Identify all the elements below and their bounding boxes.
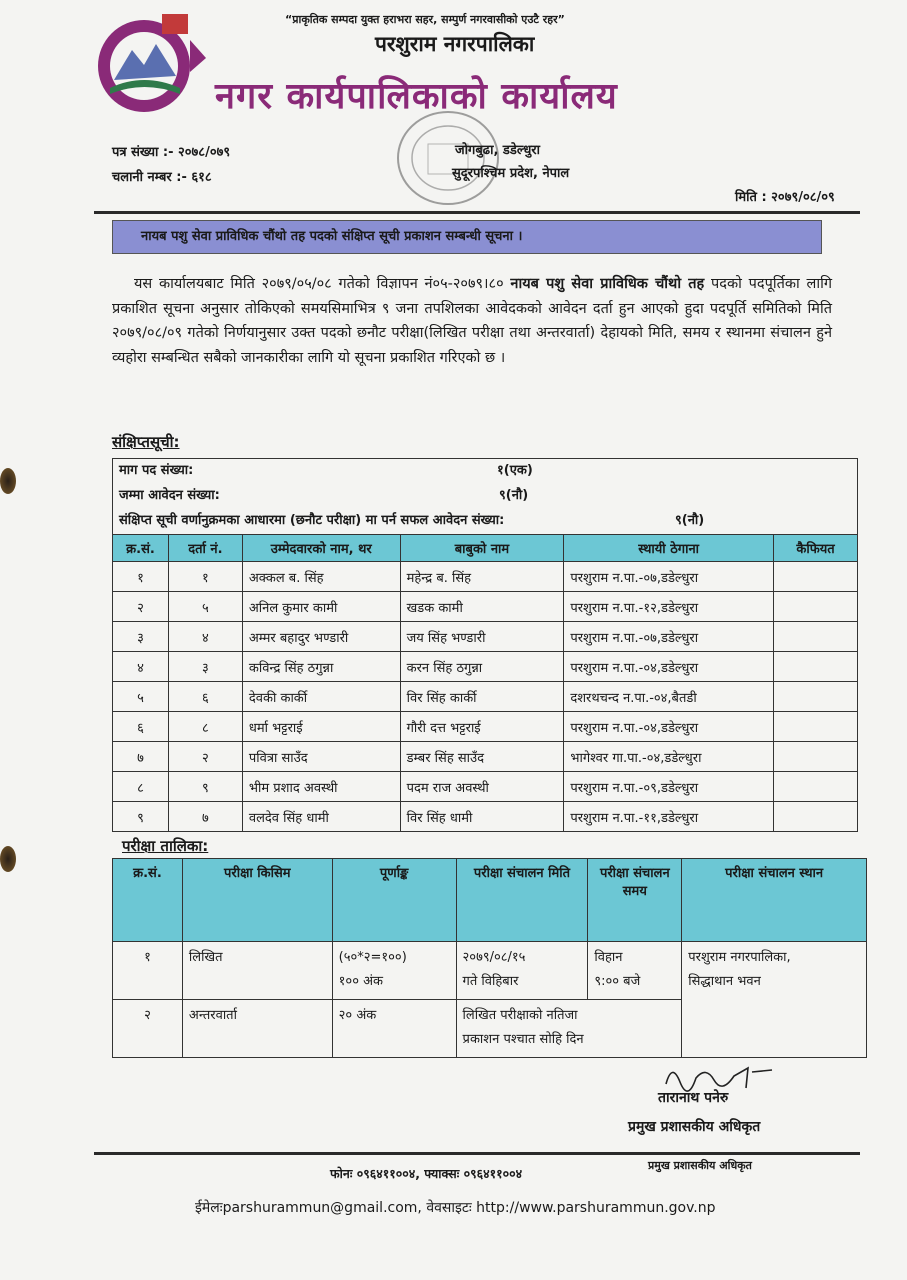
punch-hole <box>0 846 16 872</box>
exam-sn: १ <box>113 942 183 1000</box>
cell-address: भागेश्वर गा.पा.-०४,डडेल्धुरा <box>564 742 774 772</box>
cell-sn: ३ <box>113 622 169 652</box>
col-address: स्थायी ठेगाना <box>564 535 774 562</box>
letter-number: पत्र संख्या :- २०७८/०७९ <box>112 145 231 160</box>
exam-date <box>456 1000 682 1058</box>
municipality-logo <box>92 10 210 118</box>
exam-type: लिखित <box>182 942 332 1000</box>
cell-reg-no: २ <box>168 742 242 772</box>
cell-address: दशरथचन्द न.पा.-०४,बैतडी <box>564 682 774 712</box>
table-row <box>113 652 858 682</box>
cell-remarks <box>774 742 858 772</box>
cell-reg-no: ५ <box>168 592 242 622</box>
col-remarks: कैफियत <box>774 535 858 562</box>
exam-col-type: परीक्षा किसिम <box>182 859 332 942</box>
cell-candidate-name: भीम प्रशाद अवस्थी <box>242 772 400 802</box>
cell-remarks <box>774 682 858 712</box>
cell-candidate-name: कविन्द्र सिंह ठगुन्ना <box>242 652 400 682</box>
exam-col-date: परीक्षा संचालन मिति <box>456 859 588 942</box>
cell-candidate-name: वलदेव सिंह धामी <box>242 802 400 832</box>
notice-body <box>112 272 832 370</box>
exam-sn: २ <box>113 1000 183 1058</box>
cell-reg-no: ४ <box>168 622 242 652</box>
cell-remarks <box>774 622 858 652</box>
applicants-value: ९(नौ) <box>499 488 529 503</box>
cell-sn: ७ <box>113 742 169 772</box>
cell-father-name: विर सिंह कार्की <box>400 682 564 712</box>
cell-address: परशुराम न.पा.-०९,डडेल्धुरा <box>564 772 774 802</box>
table-row <box>113 772 858 802</box>
cell-father-name: करन सिंह ठगुन्ना <box>400 652 564 682</box>
subject-banner: नायब पशु सेवा प्राविधिक चौंथो तह पदको संक्षिप्त सूची प्रकाशन सम्बन्धी सूचना । <box>112 220 822 254</box>
exam-venue <box>682 942 867 1058</box>
cell-candidate-name: अनिल कुमार कामी <box>242 592 400 622</box>
cell-candidate-name: धर्मा भट्टराई <box>242 712 400 742</box>
summary-posts-row <box>119 459 851 483</box>
dispatch-number: चलानी नम्बर :- ६१८ <box>112 170 212 185</box>
summary-passed-row <box>119 509 851 533</box>
cell-father-name: खडक कामी <box>400 592 564 622</box>
shortlist-title: संक्षिप्तसूची: <box>112 433 180 451</box>
municipality-name: परशुराम नगरपालिका <box>375 32 535 56</box>
exam-col-time: परीक्षा संचालन समय <box>588 859 682 942</box>
exam-schedule-table <box>112 858 867 1058</box>
cell-candidate-name: पवित्रा साउँद <box>242 742 400 772</box>
col-father-name: बाबुको नाम <box>400 535 564 562</box>
posts-value: १(एक) <box>497 463 533 478</box>
cell-address: परशुराम न.पा.-११,डडेल्धुरा <box>564 802 774 832</box>
header-divider <box>94 211 860 214</box>
date-line-1: २०७९/०८/१५ <box>462 950 526 965</box>
cell-reg-no: ३ <box>168 652 242 682</box>
cell-address: परशुराम न.पा.-०७,डडेल्धुरा <box>564 622 774 652</box>
cell-remarks <box>774 592 858 622</box>
cell-father-name: गौरी दत्त भट्टराई <box>400 712 564 742</box>
cell-reg-no: ६ <box>168 682 242 712</box>
table-row <box>113 562 858 592</box>
table-row <box>113 622 858 652</box>
exam-type: अन्तरवार्ता <box>182 1000 332 1058</box>
exam-header-row <box>113 859 867 942</box>
cell-address: परशुराम न.पा.-०७,डडेल्धुरा <box>564 562 774 592</box>
cell-sn: ५ <box>113 682 169 712</box>
letter-date: मिति : २०७९/०८/०९ <box>735 190 835 205</box>
cell-sn: २ <box>113 592 169 622</box>
table-row <box>113 682 858 712</box>
venue-line-2: सिद्धाथान भवन <box>688 974 761 989</box>
cell-remarks <box>774 802 858 832</box>
exam-time <box>588 942 682 1000</box>
cell-reg-no: ९ <box>168 772 242 802</box>
marks-line-1: (५०*२=१००) <box>338 950 407 965</box>
shortlist-header-row <box>113 535 858 562</box>
date-line-1: लिखित परीक्षाको नतिजा <box>462 1008 578 1023</box>
body-post-name: नायब पशु सेवा प्राविधिक चौंथो तह <box>510 276 705 292</box>
exam-col-venue: परीक्षा संचालन स्थान <box>682 859 867 942</box>
shortlist-table <box>112 534 858 832</box>
cell-remarks <box>774 712 858 742</box>
cell-address: परशुराम न.पा.-०४,डडेल्धुरा <box>564 712 774 742</box>
table-row <box>113 712 858 742</box>
col-reg-no: दर्ता नं. <box>168 535 242 562</box>
cell-reg-no: ८ <box>168 712 242 742</box>
shortlist-summary <box>112 458 858 536</box>
office-seal-stamp <box>388 104 538 212</box>
col-sn: क्र.सं. <box>113 535 169 562</box>
table-row <box>113 592 858 622</box>
passed-label: संक्षिप्त सूची वर्णानुक्रमका आधारमा (छनौट परीक्षा) मा पर्न सफल आवेदन संख्या: <box>119 513 505 528</box>
exam-col-sn: क्र.सं. <box>113 859 183 942</box>
cell-sn: १ <box>113 562 169 592</box>
exam-date <box>456 942 588 1000</box>
exam-row <box>113 942 867 1000</box>
body-part-2: पदको पदपूर्तिका लागि प्रकाशित सूचना अनुसार तोकिएको समयसिमाभित्र ९ जना तपशिलका आवेदकको आवेदन दर्ता हुन आएको हुदा पदपूर्ति समितिको मिति २०७९/०८/०९ गतेको निर्णयानुसार उक्त पदको छनौट परीक्षा(लिखित परीक्षा तथा अन्तरवार्ता) देहायको मिति, समय र स्थानमा संचालन हुने व्यहोरा सम्बन्धित सबैको जानकारीका लागि यो सूचना प्रकाशित गरिएको छ । <box>112 276 833 366</box>
cell-sn: ८ <box>113 772 169 802</box>
posts-label: माग पद संख्या: <box>119 463 194 478</box>
cell-father-name: डम्बर सिंह साउँद <box>400 742 564 772</box>
cell-address: परशुराम न.पा.-०४,डडेल्धुरा <box>564 652 774 682</box>
cell-sn: ६ <box>113 712 169 742</box>
punch-hole <box>0 468 16 494</box>
table-row <box>113 802 858 832</box>
footer-divider <box>94 1152 860 1155</box>
marks-line-2: १०० अंक <box>338 974 384 989</box>
motto: “प्राकृतिक सम्पदा युक्त हराभरा सहर, सम्पुर्ण नगरवासीको एउटै रहर” <box>285 13 565 26</box>
cell-father-name: महेन्द्र ब. सिंह <box>400 562 564 592</box>
signatory-title: प्रमुख प्रशासकीय अधिकृत <box>628 1119 761 1135</box>
time-line-2: ९:०० बजे <box>594 974 641 989</box>
address-line-2: सुदूरपश्चिम प्रदेश, नेपाल <box>452 166 570 181</box>
cell-reg-no: ७ <box>168 802 242 832</box>
cell-reg-no: १ <box>168 562 242 592</box>
cell-remarks <box>774 562 858 592</box>
cell-candidate-name: अम्मर बहादुर भण्डारी <box>242 622 400 652</box>
table-row <box>113 742 858 772</box>
office-title: नगर कार्यपालिकाको कार्यालय <box>215 76 618 117</box>
applicants-label: जम्मा आवेदन संख्या: <box>119 488 220 503</box>
cell-remarks <box>774 652 858 682</box>
time-line-1: विहान <box>594 950 623 965</box>
summary-applicants-row <box>119 484 851 508</box>
exam-marks <box>332 942 456 1000</box>
cell-sn: ९ <box>113 802 169 832</box>
date-line-2: प्रकाशन पश्चात सोहि दिन <box>462 1032 584 1047</box>
signatory-name: तारानाथ पनेरु <box>658 1090 729 1106</box>
exam-marks: २० अंक <box>332 1000 456 1058</box>
cell-father-name: विर सिंह धामी <box>400 802 564 832</box>
date-line-2: गते विहिबार <box>462 974 519 989</box>
venue-line-1: परशुराम नगरपालिका, <box>688 950 791 965</box>
body-part-1: यस कार्यालयबाट मिति २०७९/०५/०८ गतेको विज्ञापन नं०५-२०७९।८० <box>134 276 504 292</box>
footer-stamp-text: प्रमुख प्रशासकीय अधिकृत <box>648 1159 752 1172</box>
cell-candidate-name: अक्कल ब. सिंह <box>242 562 400 592</box>
cell-sn: ४ <box>113 652 169 682</box>
cell-address: परशुराम न.पा.-१२,डडेल्धुरा <box>564 592 774 622</box>
col-candidate-name: उम्मेदवारको नाम, थर <box>242 535 400 562</box>
exam-col-marks: पूर्णाङ्क <box>332 859 456 942</box>
cell-father-name: पदम राज अवस्थी <box>400 772 564 802</box>
cell-candidate-name: देवकी कार्की <box>242 682 400 712</box>
cell-remarks <box>774 772 858 802</box>
address-line-1: जोगबुढा, डडेल्धुरा <box>455 143 540 158</box>
cell-father-name: जय सिंह भण्डारी <box>400 622 564 652</box>
footer-email-website: ईमेलःparshurammun@gmail.com, वेवसाइटः http://www.parshurammun.gov.np <box>195 1200 716 1216</box>
exam-schedule-title: परीक्षा तालिका: <box>122 837 209 855</box>
passed-value: ९(नौ) <box>675 513 705 528</box>
footer-phone-fax: फोनः ०९६४११००४, फ्याक्सः ०९६४११००४ <box>330 1166 523 1181</box>
